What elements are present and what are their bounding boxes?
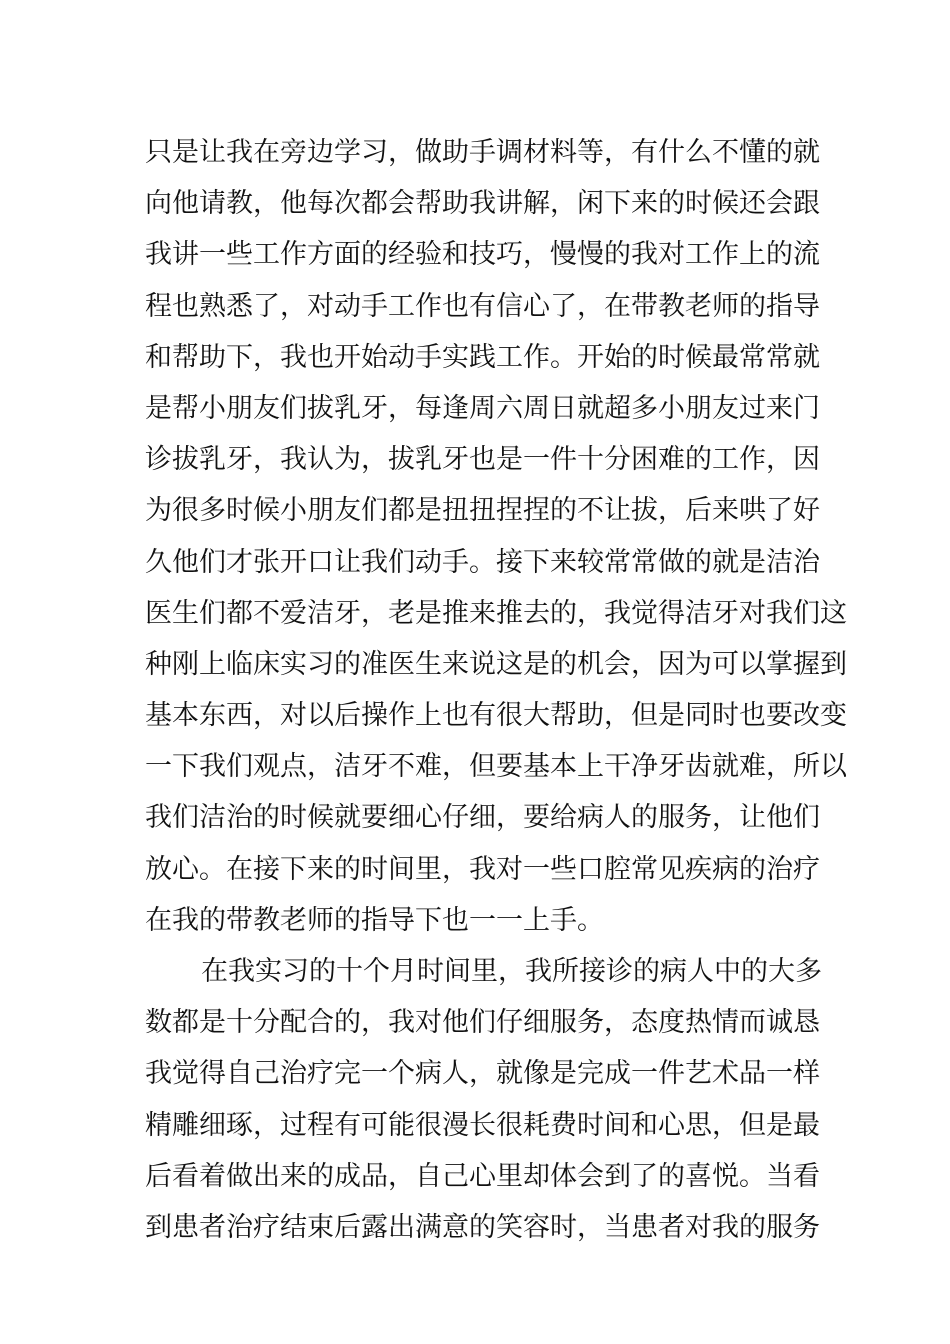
paragraph-2 bbox=[145, 946, 822, 1253]
text-line: 是帮小朋友们拔乳牙，每逢周六周日就超多小朋友过来门 bbox=[145, 392, 820, 424]
text-line: 久他们才张开口让我们动手。接下来较常常做的就是洁治 bbox=[145, 546, 820, 578]
text-line: 和帮助下，我也开始动手实践工作。开始的时候最常常就 bbox=[145, 341, 820, 373]
text-line: 只是让我在旁边学习，做助手调材料等，有什么不懂的就 bbox=[145, 137, 820, 168]
text-line: 后看着做出来的成品，自己心里却体会到了的喜悦。当看 bbox=[145, 1160, 820, 1192]
text-line: 向他请教，他每次都会帮助我讲解，闲下来的时候还会跟 bbox=[145, 188, 820, 220]
text-line: 诊拔乳牙，我认为，拔乳牙也是一件十分困难的工作，因 bbox=[145, 444, 820, 476]
text-line: 我们洁治的时候就要细心仔细，要给病人的服务，让他们 bbox=[145, 802, 820, 834]
text-line: 医生们都不爱洁牙，老是推来推去的，我觉得洁牙对我们这 bbox=[145, 597, 847, 629]
body-text bbox=[145, 127, 847, 1253]
text-line: 我觉得自己治疗完一个病人，就像是完成一件艺术品一样 bbox=[145, 1058, 820, 1090]
text-line: 放心。在接下来的时间里，我对一些口腔常见疾病的治疗 bbox=[145, 853, 820, 885]
text-line: 基本东西，对以后操作上也有很大帮助，但是同时也要改变 bbox=[145, 700, 847, 732]
text-line: 在我的带教老师的指导下也一一上手。 bbox=[145, 904, 604, 936]
text-line: 为很多时候小朋友们都是扭扭捏捏的不让拔，后来哄了好 bbox=[145, 495, 820, 527]
text-line: 我讲一些工作方面的经验和技巧，慢慢的我对工作上的流 bbox=[145, 239, 820, 271]
text-line: 在我实习的十个月时间里，我所接诊的病人中的大多 bbox=[201, 956, 822, 987]
text-line: 一下我们观点，洁牙不难，但要基本上干净牙齿就难，所以 bbox=[145, 751, 847, 783]
text-line: 精雕细琢，过程有可能很漫长很耗费时间和心思，但是最 bbox=[145, 1109, 820, 1141]
text-line: 种刚上临床实习的准医生来说这是的机会，因为可以掌握到 bbox=[145, 648, 847, 680]
text-line: 到患者治疗结束后露出满意的笑容时，当患者对我的服务 bbox=[145, 1211, 820, 1243]
text-line: 程也熟悉了，对动手工作也有信心了，在带教老师的指导 bbox=[145, 290, 820, 322]
paragraph-1 bbox=[145, 127, 847, 946]
text-line: 数都是十分配合的，我对他们仔细服务，态度热情而诚恳 bbox=[145, 1007, 820, 1039]
